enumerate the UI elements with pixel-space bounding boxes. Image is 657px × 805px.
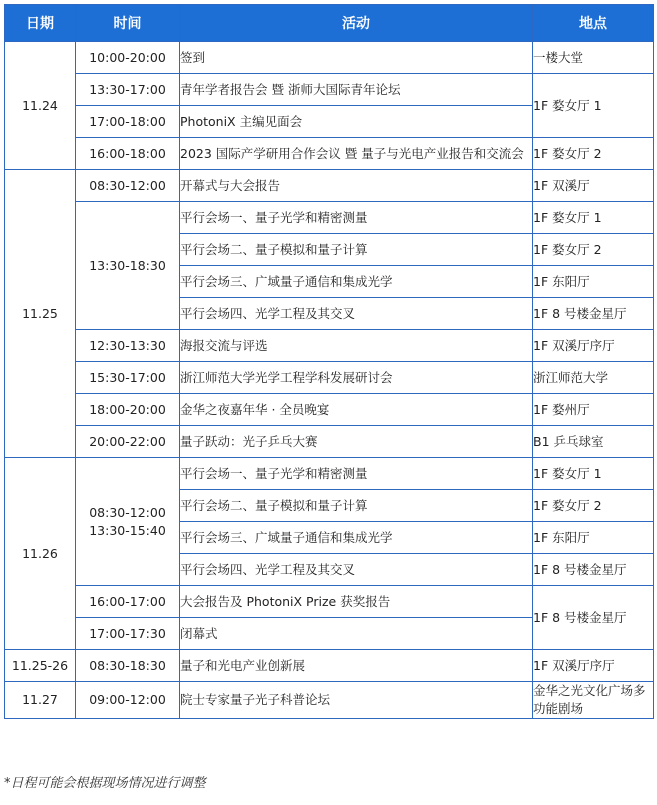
table-row (5, 170, 654, 202)
time-cell: 08:30-12:00 (76, 170, 180, 202)
date-cell: 11.24 (5, 42, 76, 170)
table-row (5, 138, 654, 170)
location-cell: 1F 双溪厅序厅 (533, 650, 654, 682)
activity-cell: 院士专家量子光子科普论坛 (180, 682, 533, 719)
activity-cell: 平行会场二、量子模拟和量子计算 (180, 234, 533, 266)
table-row (5, 394, 654, 426)
date-cell: 11.25-26 (5, 650, 76, 682)
time-cell: 16:00-18:00 (76, 138, 180, 170)
table-row (5, 650, 654, 682)
activity-cell: 海报交流与评选 (180, 330, 533, 362)
activity-cell: 平行会场二、量子模拟和量子计算 (180, 490, 533, 522)
footnote: *日程可能会根据现场情况进行调整 (4, 776, 206, 791)
location-cell: B1 乒乓球室 (533, 426, 654, 458)
location-cell: 1F 婺州厅 (533, 394, 654, 426)
table-row (5, 330, 654, 362)
time-cell: 17:00-18:00 (76, 106, 180, 138)
activity-cell: 量子跃动：光子乒乓大赛 (180, 426, 533, 458)
location-cell: 浙江师范大学 (533, 362, 654, 394)
location-cell: 1F 婺女厅 1 (533, 202, 654, 234)
location-cell: 1F 婺女厅 2 (533, 234, 654, 266)
location-cell: 1F 东阳厅 (533, 522, 654, 554)
location-cell: 1F 双溪厅 (533, 170, 654, 202)
activity-cell: 金华之夜嘉年华 · 全员晚宴 (180, 394, 533, 426)
table-row (5, 362, 654, 394)
header-location: 地点 (533, 5, 654, 42)
location-cell: 金华之光文化广场多功能剧场 (533, 682, 654, 719)
header-date: 日期 (5, 5, 76, 42)
table-row (5, 586, 654, 618)
table-row (5, 74, 654, 106)
time-cell: 13:30-17:00 (76, 74, 180, 106)
table-row (5, 42, 654, 74)
table-row (5, 682, 654, 719)
time-cell: 17:00-17:30 (76, 618, 180, 650)
time-cell: 16:00-17:00 (76, 586, 180, 618)
time-cell: 09:00-12:00 (76, 682, 180, 719)
activity-cell: 平行会场四、光学工程及其交叉 (180, 298, 533, 330)
time-cell: 20:00-22:00 (76, 426, 180, 458)
location-cell: 1F 婺女厅 2 (533, 490, 654, 522)
activity-cell: 闭幕式 (180, 618, 533, 650)
time-cell: 08:30-18:30 (76, 650, 180, 682)
date-cell: 11.25 (5, 170, 76, 458)
time-cell: 15:30-17:00 (76, 362, 180, 394)
time-cell: 12:30-13:30 (76, 330, 180, 362)
activity-cell: 平行会场一、量子光学和精密测量 (180, 202, 533, 234)
time-cell: 18:00-20:00 (76, 394, 180, 426)
table-row (5, 426, 654, 458)
time-cell: 13:30-18:30 (76, 202, 180, 330)
activity-cell: 浙江师范大学光学工程学科发展研讨会 (180, 362, 533, 394)
activity-cell: 签到 (180, 42, 533, 74)
activity-cell: 大会报告及 PhotoniX Prize 获奖报告 (180, 586, 533, 618)
location-cell: 1F 婺女厅 1 (533, 74, 654, 138)
time-cell: 08:30-12:00 13:30-15:40 (76, 458, 180, 586)
location-cell: 1F 婺女厅 2 (533, 138, 654, 170)
activity-cell: 2023 国际产学研用合作会议 暨 量子与光电产业报告和交流会 (180, 138, 533, 170)
header-activity: 活动 (180, 5, 533, 42)
activity-cell: 量子和光电产业创新展 (180, 650, 533, 682)
location-cell: 1F 8 号楼金星厅 (533, 554, 654, 586)
schedule-table (4, 4, 654, 719)
location-cell: 1F 东阳厅 (533, 266, 654, 298)
activity-cell: 平行会场三、广域量子通信和集成光学 (180, 266, 533, 298)
activity-cell: PhotoniX 主编见面会 (180, 106, 533, 138)
date-cell: 11.27 (5, 682, 76, 719)
location-cell: 1F 双溪厅序厅 (533, 330, 654, 362)
location-cell: 1F 8 号楼金星厅 (533, 298, 654, 330)
activity-cell: 平行会场四、光学工程及其交叉 (180, 554, 533, 586)
header-row (5, 5, 654, 42)
table-row (5, 458, 654, 490)
location-cell: 一楼大堂 (533, 42, 654, 74)
date-cell: 11.26 (5, 458, 76, 650)
location-cell: 1F 婺女厅 1 (533, 458, 654, 490)
location-cell: 1F 8 号楼金星厅 (533, 586, 654, 650)
table-row (5, 202, 654, 234)
time-cell: 10:00-20:00 (76, 42, 180, 74)
activity-cell: 平行会场三、广域量子通信和集成光学 (180, 522, 533, 554)
activity-cell: 平行会场一、量子光学和精密测量 (180, 458, 533, 490)
header-time: 时间 (76, 5, 180, 42)
activity-cell: 青年学者报告会 暨 浙师大国际青年论坛 (180, 74, 533, 106)
activity-cell: 开幕式与大会报告 (180, 170, 533, 202)
